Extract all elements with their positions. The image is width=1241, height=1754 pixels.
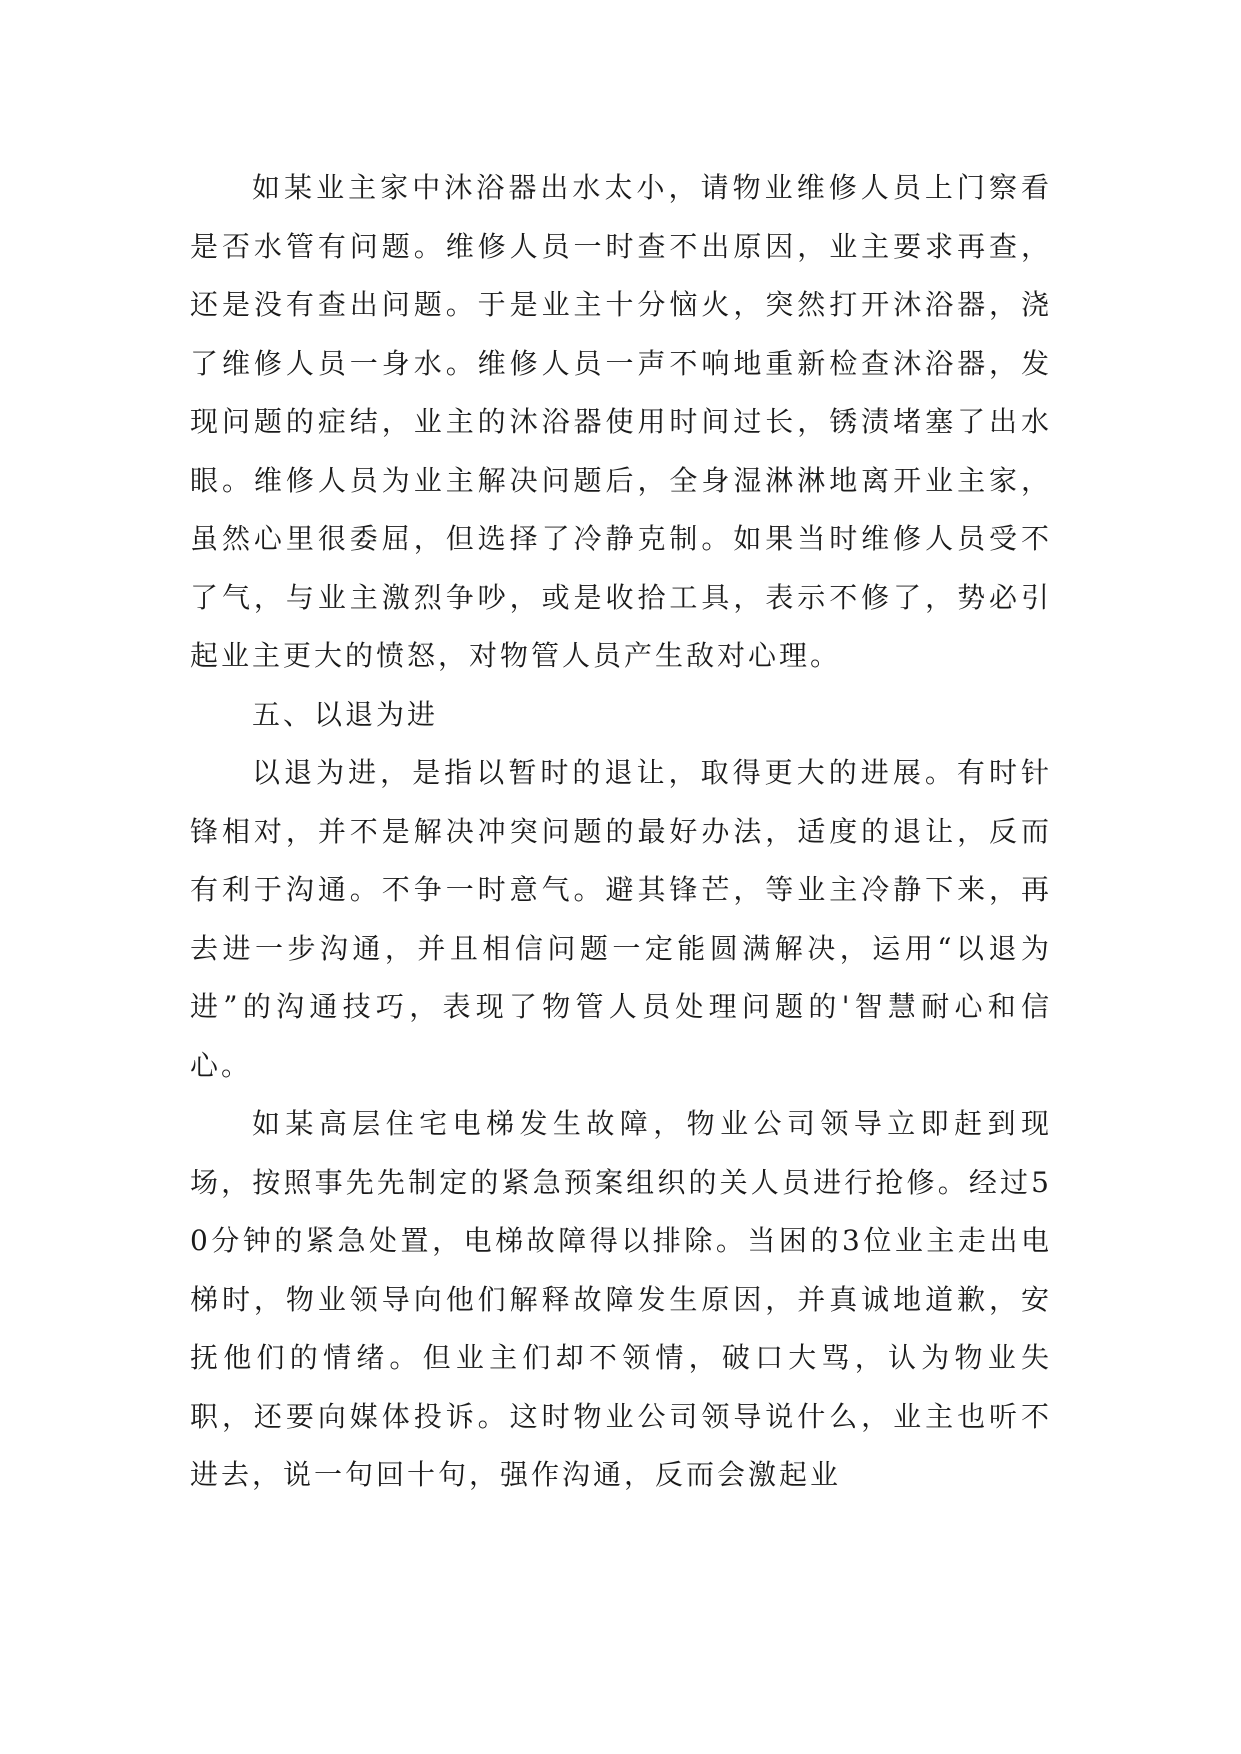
paragraph-elevator-case: 如某高层住宅电梯发生故障，物业公司领导立即赶到现场，按照事先先制定的紧急预案组织的关人员进行抢修。经过50分钟的紧急处置，电梯故障得以排除。当困的3位业主走出电梯时，物业领导向他们解释故障发生原因，并真诚地道歉，安抚他们的情绪。但业主们却不领情，破口大骂，认为物业失职，还要向媒体投诉。这时物业公司领导说什么，业主也听不进去，说一句回十句，强作沟通，反而会激起业 (190, 1107, 1052, 1491)
section-heading-retreat-to-advance: 五、以退为进 (252, 697, 439, 731)
document-body (190, 159, 1052, 1505)
paragraph-retreat-definition: 以退为进，是指以暂时的退让，取得更大的进展。有时针锋相对，并不是解决冲突问题的最好办法，适度的退让，反而有利于沟通。不争一时意气。避其锋芒，等业主冷静下来，再去进一步沟通，并且相信问题一定能圆满解决，运用“以退为进”的沟通技巧，表现了物管人员处理问题的'智慧耐心和信心。 (190, 756, 1052, 1082)
paragraph-shower-case: 如某业主家中沐浴器出水太小，请物业维修人员上门察看是否水管有问题。维修人员一时查不出原因，业主要求再查，还是没有查出问题。于是业主十分恼火，突然打开沐浴器，浇了维修人员一身水。维修人员一声不响地重新检查沐浴器，发现问题的症结，业主的沐浴器使用时间过长，锈渍堵塞了出水眼。维修人员为业主解决问题后，全身湿淋淋地离开业主家，虽然心里很委屈，但选择了冷静克制。如果当时维修人员受不了气，与业主激烈争吵，或是收拾工具，表示不修了，势必引起业主更大的愤怒，对物管人员产生敌对心理。 (190, 171, 1052, 672)
